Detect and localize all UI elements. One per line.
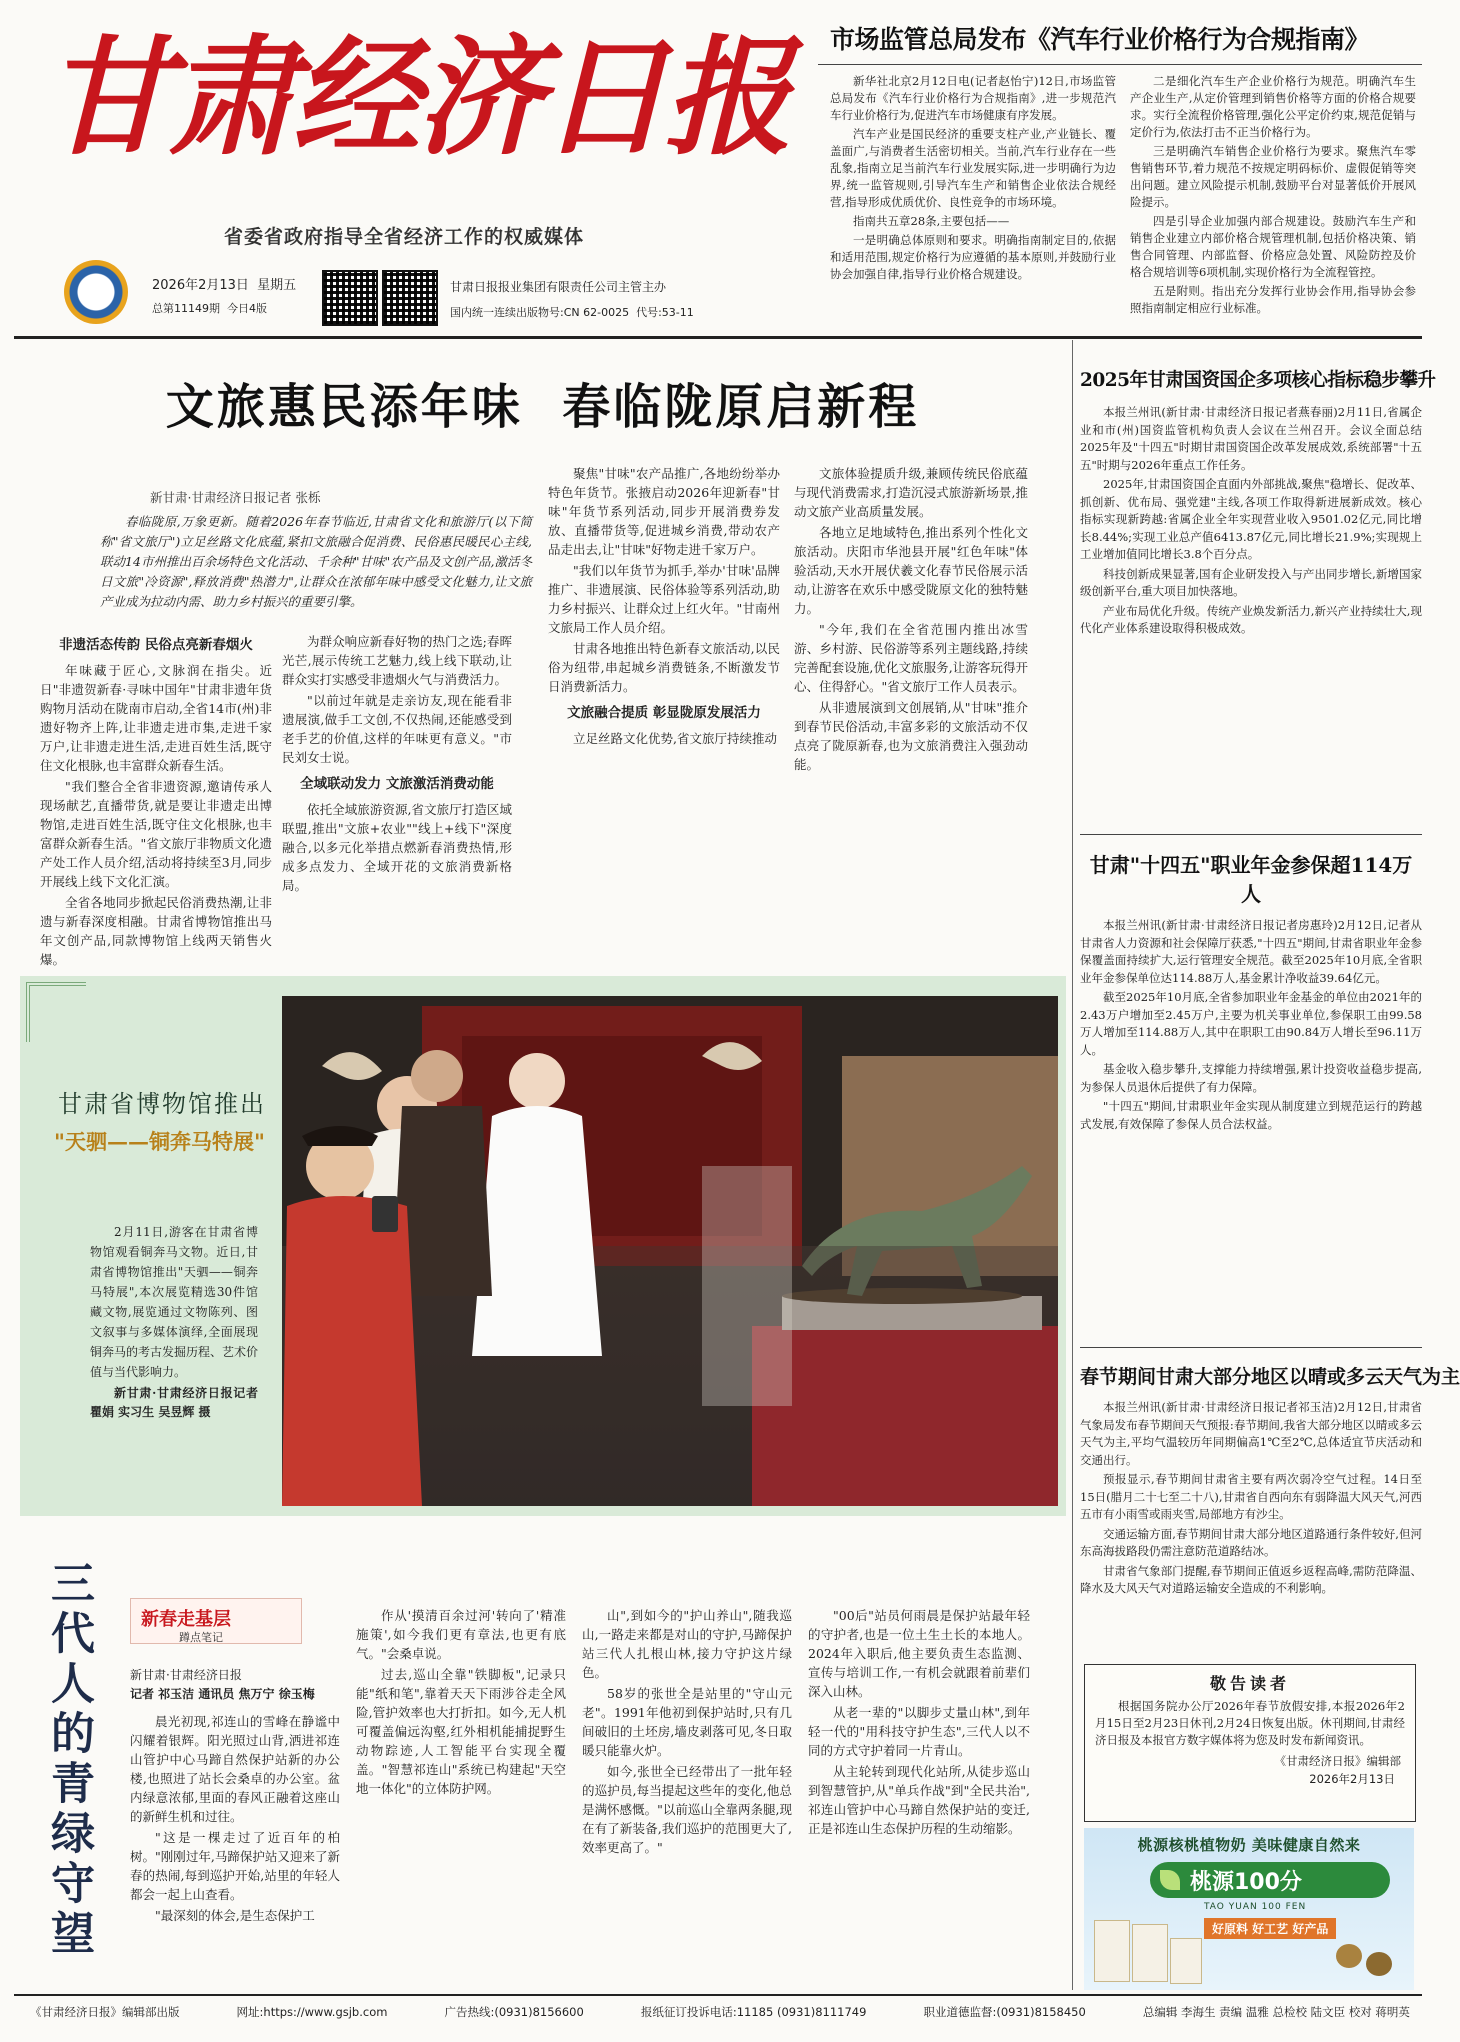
paragraph: 基金收入稳步攀升,支撑能力持续增强,累计投资收益稳步提高,为参保人员退休后提供了有力保障。 bbox=[1080, 1062, 1422, 1094]
page-count: 今日4版 bbox=[227, 302, 267, 315]
notice-signature: 《甘肃经济日报》编辑部 bbox=[1274, 1754, 1401, 1768]
paragraph: 本报兰州讯(新甘肃·甘肃经济日报记者房惠玲)2月12日,记者从甘肃省人力资源和社会保障厅获悉,"十四五"期间,甘肃省职业年金参保覆盖面持续扩大,运行管理安全规范。截至2025年10月底,全省职业年金参保单位达114.88万人,基金累计净收益39.64亿元。 bbox=[1080, 918, 1422, 985]
paragraph: 本报兰州讯(新甘肃·甘肃经济日报记者燕春丽)2月11日,省属企业和市(州)国资监管机构负责人会议在兰州召开。会议全面总结2025年及"十四五"时期甘肃国资国企改革发展成效,系统部署"十五五"时期与2026年重点工作任务。 bbox=[1080, 405, 1422, 472]
photo-credit: 新甘肃·甘肃经济日报记者 瞿娟 实习生 吴昱辉 摄 bbox=[90, 1386, 258, 1419]
divider bbox=[1080, 834, 1422, 835]
photo-kicker: 甘肃省博物馆推出 bbox=[58, 1090, 266, 1118]
story-headline: 甘肃"十四五"职业年金参保超114万人 bbox=[1089, 853, 1413, 906]
story-headline: 2025年甘肃国资国企多项核心指标稳步攀升 bbox=[1080, 370, 1436, 391]
lead-headline: 文旅惠民添年味 春临陇原启新程 bbox=[165, 379, 920, 435]
photo-title: "天驷——铜奔马特展" bbox=[54, 1129, 265, 1154]
qr-code bbox=[382, 270, 438, 326]
ad-brand-badge bbox=[1150, 1862, 1390, 1898]
feature-col4 bbox=[808, 1606, 1030, 1978]
feature-col3 bbox=[582, 1606, 792, 1978]
advertisement bbox=[1084, 1828, 1414, 1990]
divider bbox=[1072, 340, 1073, 1990]
photo-caption: 2月11日,游客在甘肃省博物馆观看铜奔马文物。近日,甘肃省博物馆推出"天驷——铜奔马特展",本次展览精选30件馆藏文物,展览通过文物陈列、图文叙事与多媒体演绎,全面展现铜奔马的考古发掘历程、艺术价值与当代影响力。 bbox=[90, 1225, 259, 1379]
paragraph: 2025年,甘肃国资国企直面内外部挑战,聚焦"稳增长、促改革、抓创新、优布局、强党建"主线,各项工作取得新进展新成效。核心指标实现新跨越:省属企业全年实现营业收入9501.02亿元,同比增长8.44%;实现工业总产值6413.87亿元,同比增长21.9%;实现规上工业增加值同比增长3.8个百分点。 bbox=[1080, 477, 1422, 561]
paragraph: 从非遗展演到文创展销,从"甘味"推介到春节民俗活动,丰富多彩的文旅活动不仅点亮了陇原新春,也为文旅消费注入强劲动能。 bbox=[794, 700, 1028, 772]
paragraph: 为群众响应新春好物的热门之选;春晖光芒,展示传统工艺魅力,线上线下联动,让群众实打实感受非遗烟火气与消费活力。 bbox=[282, 634, 512, 687]
paragraph: 甘肃各地推出特色新春文旅活动,以民俗为纽带,串起城乡消费链条,不断激发节日消费新活力。 bbox=[548, 641, 780, 694]
qr-code bbox=[322, 270, 378, 326]
notice-box bbox=[1084, 1664, 1416, 1822]
notice-date: 2026年2月13日 bbox=[1309, 1772, 1395, 1786]
lead-col4 bbox=[794, 464, 1028, 930]
paragraph: 从主轮转到现代化站所,从徒步巡山到智慧管护,从"单兵作战"到"全民共治",祁连山管护中心马蹄自然保护站的变迁,正是祁连山生态保护历程的生动缩影。 bbox=[808, 1764, 1030, 1836]
feature-title-bar bbox=[36, 1560, 100, 1960]
walnut-image bbox=[1336, 1944, 1362, 1968]
issue-date bbox=[152, 274, 296, 293]
lead-col3 bbox=[548, 464, 780, 930]
publisher-line: 甘肃日报报业集团有限责任公司主管主办 bbox=[450, 280, 667, 294]
paragraph: 从老一辈的"以脚步丈量山林",到年轻一代的"用科技守护生态",三代人以不同的方式守护着同一片青山。 bbox=[808, 1705, 1030, 1758]
paragraph: 一是明确总体原则和要求。明确指南制定目的,依据和适用范围,规定价格行为应遵循的基本原则,并鼓励行业协会加强自律,指导行业价格合规建设。 bbox=[830, 233, 1116, 281]
ad-slogan: 桃源核桃植物奶 美味健康自然来 bbox=[1137, 1836, 1361, 1854]
corner-ornament-icon bbox=[26, 982, 86, 1042]
paragraph: 甘肃省气象部门提醒,春节期间正值返乡返程高峰,需防范降温、降水及大风天气对道路运输安全造成的不利影响。 bbox=[1080, 1563, 1422, 1595]
story-body bbox=[1080, 404, 1422, 824]
paragraph: "最深刻的体会,是生态保护工 bbox=[155, 1908, 315, 1923]
paragraph: 58岁的张世全是站里的"守山元老"。1991年他初到保护站时,只有几间破旧的土坯房,墙皮剥落可见,冬日取暖只能靠火炉。 bbox=[582, 1686, 792, 1758]
column-subtag: 蹲点笔记 bbox=[179, 1631, 223, 1644]
feature-col2 bbox=[356, 1606, 566, 1978]
paragraph: "以前过年就是走亲访友,现在能看非遗展演,做手工文创,不仅热闹,还能感受到老手艺的价值,这样的年味更有意义。"市民刘女士说。 bbox=[282, 693, 512, 765]
paragraph: 各地立足地域特色,推出系列个性化文旅活动。庆阳市华池县开展"红色年味"体验活动,天水开展伏羲文化春节民俗展示活动,让游客在欢乐中感受陇原文化的独特魅力。 bbox=[794, 525, 1028, 616]
paragraph: 文旅体验提质升级,兼顾传统民俗底蕴与现代消费需求,打造沉浸式旅游新场景,推动文旅产业高质量发展。 bbox=[794, 466, 1028, 519]
top-story-body bbox=[818, 65, 1422, 323]
paragraph: 产业布局优化升级。传统产业焕发新活力,新兴产业持续壮大,现代化产业体系建设取得积极成效。 bbox=[1080, 603, 1422, 635]
paragraph: 二是细化汽车生产企业价格行为规范。明确汽车生产企业生产,从定价管理到销售价格等方面的价格合规要求。实行全流程价格管理,强化公平定价约束,规范促销与定价行为,依法打击不正当价格行为。 bbox=[1130, 74, 1416, 139]
date-text: 2026年2月13日 bbox=[152, 278, 249, 293]
notice-title: 敬告读者 bbox=[1209, 1674, 1290, 1693]
issue-count: 总第11149期 bbox=[152, 302, 220, 315]
museum-scene-image bbox=[282, 996, 1058, 1506]
product-box-image bbox=[1132, 1924, 1168, 1982]
weekday-text: 星期五 bbox=[257, 278, 297, 293]
cn-number: 国内统一连续出版物号:CN 62-0025 bbox=[450, 306, 630, 319]
product-box-image bbox=[1170, 1938, 1202, 1984]
footer-item: 网址:https://www.gsjb.com bbox=[236, 2005, 388, 2019]
leaf-icon bbox=[1160, 1870, 1180, 1890]
paragraph: 作从'摸清百余过河'转向了'精准施策',如今我们更有章法,也更有底气。"会桑卓说。 bbox=[356, 1608, 566, 1661]
paragraph: 指南共五章28条,主要包括—— bbox=[853, 214, 1010, 228]
museum-photo bbox=[282, 996, 1058, 1506]
paragraph: 山",到如今的"护山养山",随我巡山,一路走来都是对山的守护,马蹄保护站三代人扎根山林,接力守护这片绿色。 bbox=[582, 1608, 792, 1680]
paragraph: 本报兰州讯(新甘肃·甘肃经济日报记者祁玉洁)2月12日,甘肃省气象局发布春节期间天气预报:春节期间,我省大部分地区以晴或多云天气为主,平均气温较历年同期偏高1℃至2℃,总体适宜节庆活动和交通出行。 bbox=[1080, 1400, 1422, 1467]
column-tag-label: 新春走基层 bbox=[141, 1609, 231, 1630]
paragraph: 汽车产业是国民经济的重要支柱产业,产业链长、覆盖面广,与消费者生活密切相关。当前,汽车行业存在一些乱象,指南立足当前汽车行业发展实际,进一步明确行为边界,统一监管规则,引导汽车生产和销售企业依法合规经营,指导形成优质优价、良性竞争的市场环境。 bbox=[830, 127, 1116, 209]
paragraph: 预报显示,春节期间甘肃省主要有两次弱冷空气过程。14日至15日(腊月二十七至二十八),甘肃省自西向东有弱降温大风天气,河西五市有小雨雪或雨夹雪,局部地方有沙尘。 bbox=[1080, 1472, 1422, 1521]
lead-col2 bbox=[282, 632, 512, 930]
cn-number-line bbox=[450, 304, 694, 320]
paragraph: 五是附则。指出充分发挥行业协会作用,指导协会参照指南制定相应行业标准。 bbox=[1130, 284, 1416, 315]
paragraph: "我们整合全省非遗资源,邀请传承人现场献艺,直播带货,就是要让非遗走出博物馆,走进百姓生活,既守住文化根脉,也丰富群众新春生活。"省文旅厅非物质文化遗产处工作人员介绍,活动将持续至3月,同步开展线上线下文化汇演。 bbox=[40, 779, 272, 889]
newspaper-logo bbox=[64, 260, 128, 324]
footer-divider bbox=[14, 1994, 1422, 1996]
story-headline: 春节期间甘肃大部分地区以晴或多云天气为主 bbox=[1080, 1366, 1460, 1388]
ad-brand: 桃源100分 bbox=[1190, 1870, 1302, 1895]
byline-line: 新甘肃·甘肃经济日报 bbox=[130, 1668, 242, 1682]
paragraph: 立足丝路文化优势,省文旅厅持续推动 bbox=[573, 731, 777, 746]
photo-story-panel bbox=[20, 976, 1066, 1516]
feature-byline bbox=[130, 1666, 340, 1704]
divider bbox=[14, 336, 1422, 339]
column-tag bbox=[130, 1598, 302, 1644]
story-body bbox=[1080, 917, 1422, 1337]
paragraph: 年味藏于匠心,文脉润在指尖。近日"非遗贺新春·寻味中国年"甘肃非遗年货购物月活动在陇南市启动,全省14市(州)非遗好物齐上阵,让非遗走进市集,走进千家万户,让非遗走进生活,走进百姓生活,既守住文化根脉,也丰富群众新春生活。 bbox=[40, 663, 272, 773]
paragraph: 聚焦"甘味"农产品推广,各地纷纷举办特色年货节。张掖启动2026年迎新春"甘味"年货节系列活动,同步开展消费券发放、直播带货等,促进城乡消费,带动农产品走出去,让"甘味"好物走进千家万户。 bbox=[548, 466, 780, 557]
paragraph: 依托全域旅游资源,省文旅厅打造区域联盟,推出"文旅+农业""线上+线下"深度融合,以多元化举措点燃新春消费热情,形成多点发力、全域开花的文旅消费新格局。 bbox=[282, 802, 512, 893]
ad-brand-en: TAO YUAN 100 FEN bbox=[1204, 1902, 1307, 1912]
right-column bbox=[1080, 346, 1460, 1769]
footer-item: 总编辑 李海生 责编 温雅 总检校 陆文臣 校对 蒋明英 bbox=[1142, 2005, 1410, 2019]
feature-vertical-title: 三代人的青绿守望 bbox=[43, 1560, 94, 1960]
paragraph: 新华社北京2月12日电(记者赵怡宁)12日,市场监管总局发布《汽车行业价格行为合规指南》,进一步规范汽车行业价格行为,促进汽车市场健康有序发展。 bbox=[830, 74, 1116, 122]
paragraph: "我们以年货节为抓手,举办'甘味'品牌推广、非遗展演、民俗体验等系列活动,助力乡村振兴、让群众过上红火年。"甘南州文旅局工作人员介绍。 bbox=[548, 563, 780, 635]
paragraph: "今年,我们在全省范围内推出冰雪游、乡村游、民俗游等系列主题线路,持续完善配套设施,优化文旅服务,让游客玩得开心、住得舒心。"省文旅厅工作人员表示。 bbox=[794, 622, 1028, 694]
masthead-slogan: 省委省政府指导全省经济工作的权威媒体 bbox=[224, 226, 585, 248]
paragraph: "00后"站员何雨晨是保护站最年轻的守护者,也是一位土生土长的本地人。2024年入职后,他主要负责生态监测、宣传与培训工作,一有机会就跟着前辈们深入山林。 bbox=[808, 1608, 1030, 1699]
paragraph: 全省各地同步掀起民俗消费热潮,让非遗与新春深度相融。甘肃省博物馆推出马年文创产品,同款博物馆上线两天销售火爆。 bbox=[40, 895, 272, 967]
postal-code: 代号:53-11 bbox=[636, 306, 694, 319]
ad-tagline: 好原料 好工艺 好产品 bbox=[1204, 1918, 1336, 1939]
top-story-headline: 市场监管总局发布《汽车行业价格行为合规指南》 bbox=[818, 10, 1422, 65]
paragraph: 过去,巡山全靠"铁脚板",记录只能"纸和笔",靠着天天下雨涉谷走全风险,管护效率也大打折扣。如今,无人机可覆盖偏远沟壑,红外相机能捕捉野生动物踪迹,人工智能平台实现全覆盖。"智慧祁连山"系统已构建起"天空地一体化"的立体防护网。 bbox=[356, 1667, 566, 1796]
footer-item: 广告热线:(0931)8156600 bbox=[444, 2005, 584, 2019]
paragraph: 交通运输方面,春节期间甘肃大部分地区道路通行条件较好,但河东高海拔路段仍需注意防范道路结冰。 bbox=[1080, 1526, 1422, 1558]
lead-col1 bbox=[40, 628, 272, 967]
paragraph: 三是明确汽车销售企业价格行为要求。聚焦汽车零售销售环节,着力规范不按规定明码标价、虚假促销等突出问题。建立风险提示机制,鼓励平台对显著低价开展风险提示。 bbox=[1130, 144, 1416, 209]
footer-item: 职业道德监督:(0931)8158450 bbox=[923, 2005, 1086, 2019]
notice-text: 根据国务院办公厅2026年春节放假安排,本报2026年2月15日至2月23日休刊,2月24日恢复出版。休刊期间,甘肃经济日报及本报官方数字媒体将为您及时发布新闻资讯。 bbox=[1095, 1699, 1405, 1747]
byline-line: 记者 祁玉洁 通讯员 焦万宁 徐玉梅 bbox=[130, 1687, 315, 1701]
masthead bbox=[14, 14, 814, 332]
paragraph: 科技创新成果显著,国有企业研发投入与产出同步增长,新增国家级创新平台,重大项目加快落地。 bbox=[1080, 566, 1422, 598]
lead-intro: 春临陇原,万象更新。随着2026年春节临近,甘肃省文化和旅游厅(以下简称"省文旅厅")立足丝路文化底蕴,紧扣文旅融合促消费、民俗惠民暖民心主线,联动14市州推出百余场特色文化活动、千余种"甘味"农产品及文创产品,激活冬日文旅"冷资源",释放消费"热潜力",让群众在浓郁年味中感受文化魅力,让文旅产业成为拉动内需、助力乡村振兴的重要引擎。 bbox=[100, 514, 532, 609]
footer-item: 报纸征订投诉电话:11185 (0931)8111749 bbox=[640, 2005, 867, 2019]
paragraph: 截至2025年10月底,全省参加职业年金基金的单位由2021年的2.43万户增加至2.45万户,主要为机关事业单位,参保职工由99.58万人增加至114.88万人,其中在职职工由90.84万人增长至96.11万人。 bbox=[1080, 990, 1422, 1057]
subheading: 全域联动发力 文旅激活消费动能 bbox=[300, 776, 494, 792]
divider bbox=[1080, 1347, 1422, 1348]
subheading: 非遗活态传韵 民俗点亮新春烟火 bbox=[59, 637, 253, 653]
paragraph: 四是引导企业加强内部合规建设。鼓励汽车生产和销售企业建立内部价格合规管理机制,包括价格决策、销售合同管理、内部监督、价格应急处置、风险防控及价格合规培训等6项机制,实现价格行为全流程管控。 bbox=[1130, 214, 1416, 279]
paragraph: "这是一棵走过了近百年的柏树。"刚刚过年,马蹄保护站又迎来了新春的热闹,每到巡护开始,站里的年轻人都会一起上山查看。 bbox=[130, 1830, 340, 1902]
issue-number bbox=[152, 300, 267, 316]
paragraph: "十四五"期间,甘肃职业年金实现从制度建立到规范运行的跨越式发展,有效保障了参保人员合法权益。 bbox=[1080, 1099, 1422, 1131]
masthead-title: 甘肃经济日报 bbox=[44, 23, 789, 173]
walnut-image bbox=[1366, 1952, 1392, 1976]
paragraph: 晨光初现,祁连山的雪峰在静谧中闪耀着银辉。阳光照过山背,洒进祁连山管护中心马蹄自然保护站新的办公楼,也照进了站长会桑卓的办公室。盆内绿意浓郁,里面的春风正融着这座山的新鲜生机和过往。 bbox=[130, 1714, 340, 1824]
lead-byline: 新甘肃·甘肃经济日报记者 张栎 bbox=[150, 490, 321, 505]
paragraph: 如今,张世全已经带出了一批年轻的巡护员,每当提起这些年的变化,他总是满怀感慨。"以前巡山全靠两条腿,现在有了新装备,我们巡护的范围更大了,效率更高了。" bbox=[582, 1764, 792, 1855]
subheading: 文旅融合提质 彰显陇原发展活力 bbox=[567, 705, 761, 721]
product-box-image bbox=[1094, 1920, 1130, 1982]
footer bbox=[30, 2004, 1410, 2020]
feature-col1 bbox=[130, 1712, 340, 1978]
footer-item: 《甘肃经济日报》编辑部出版 bbox=[30, 2005, 180, 2019]
top-story bbox=[818, 10, 1422, 328]
